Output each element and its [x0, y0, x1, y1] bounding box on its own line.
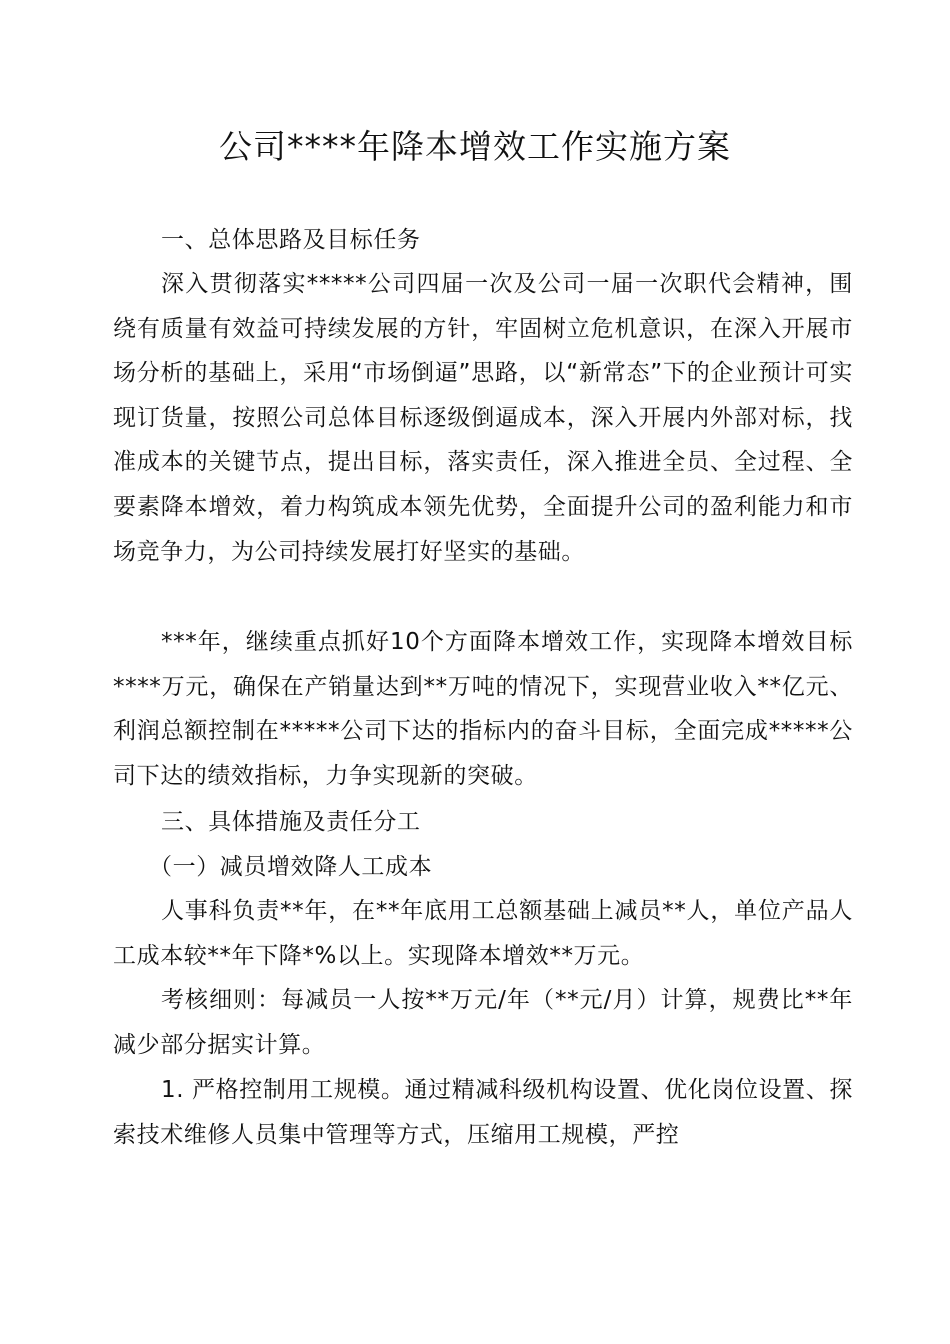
subsection-heading-staff-reduction: （一）减员增效降人工成本 [149, 854, 433, 880]
paragraph-guiding-thought: 深入贯彻落实*****公司四届一次及公司一届一次职代会精神，围绕有质量有效益可持续发展的方针，牢固树立危机意识，在深入开展市场分析的基础上，采用“市场倒逼”思路，以“新常态”下的企业预计可实现订货量，按照公司总体目标逐级倒逼成本，深入开展内外部对标，找准成本的关键节点，提出目标，落实责任，深入推进全员、全过程、全要素降本增效，着力构筑成本领先优势，全面提升公司的盈利能力和市场竞争力，为公司持续发展打好坚实的基础。 [113, 271, 853, 565]
paragraph-control-headcount: 1. 严格控制用工规模。通过精减科级机构设置、优化岗位设置、探索技术维修人员集中管理等方式，压缩用工规模，严控 [113, 1077, 853, 1148]
paragraph-hr-responsibility: 人事科负责**年，在**年底用工总额基础上减员**人，单位产品人工成本较**年下降*%以上。实现降本增效**万元。 [113, 898, 853, 969]
document-title: 公司****年降本增效工作实施方案 [219, 127, 731, 166]
section-heading-overall: 一、总体思路及目标任务 [161, 227, 421, 253]
paragraph-annual-target: ***年，继续重点抓好10个方面降本增效工作，实现降本增效目标****万元，确保在产销量达到**万吨的情况下，实现营业收入**亿元、利润总额控制在*****公司下达的指标内的奋斗目标，全面完成*****公司下达的绩效指标，力争实现新的突破。 [113, 629, 853, 789]
paragraph-assessment-rules: 考核细则：每减员一人按**万元/年（**元/月）计算，规费比**年减少部分据实计算。 [113, 987, 853, 1058]
section-heading-measures: 三、具体措施及责任分工 [161, 809, 421, 835]
